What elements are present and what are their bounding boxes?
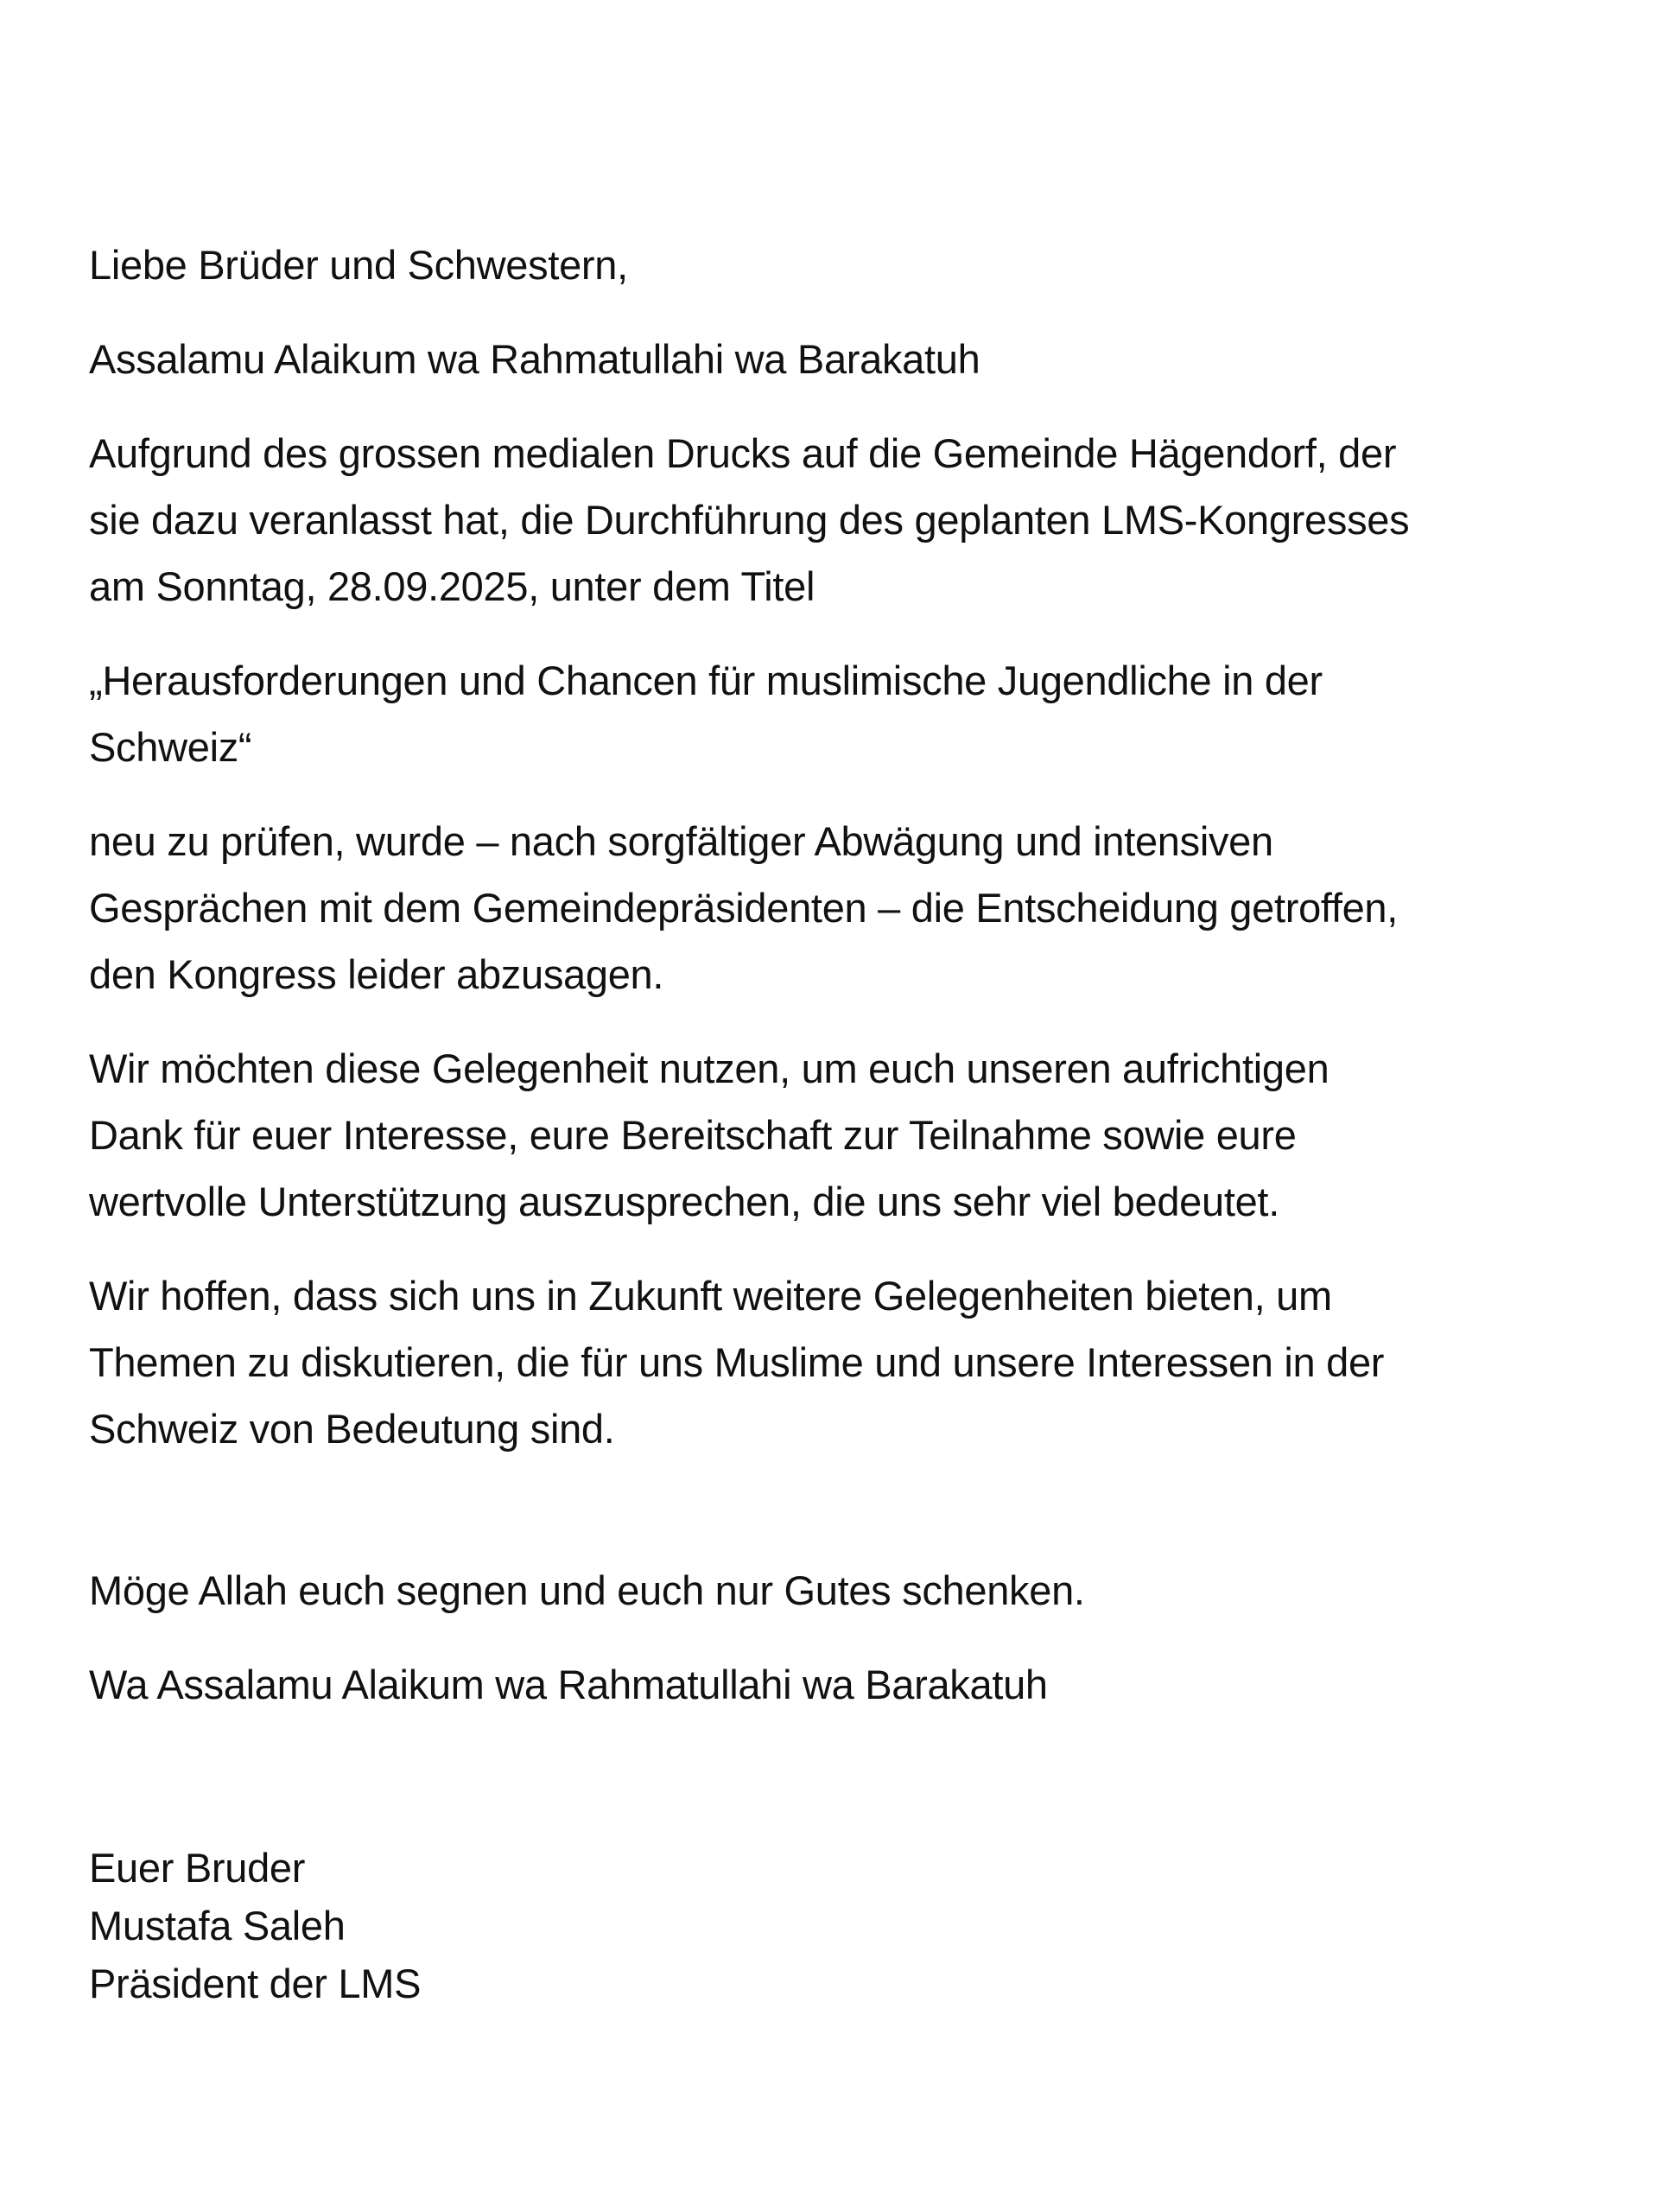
- closing-greeting: Wa Assalamu Alaikum wa Rahmatullahi wa Barakatuh: [89, 1662, 1048, 1707]
- paragraph-hope: Wir hoffen, dass sich uns in Zukunft weitere Gelegenheiten bieten, um Themen zu diskutieren, die für uns Muslime und unsere Interessen in der Schweiz von Bedeutung sind.: [89, 1273, 1385, 1452]
- event-title: „Herausforderungen und Chancen für muslimische Jugendliche in der Schweiz“: [89, 658, 1323, 770]
- blessing: Möge Allah euch segnen und euch nur Gutes schenken.: [89, 1567, 1085, 1613]
- signature-name: Mustafa Saleh: [89, 1903, 346, 1948]
- paragraph-cancellation-reason: Aufgrund des grossen medialen Drucks auf die Gemeinde Hägendorf, der sie dazu veranlasst hat, die Durchführung des geplanten LMS-Kongresses am Sonntag, 28.09.2025, unter dem Titel: [89, 430, 1410, 609]
- letter-body: [89, 232, 1609, 2012]
- paragraph-thanks: Wir möchten diese Gelegenheit nutzen, um euch unseren aufrichtigen Dank für euer Interesse, eure Bereitschaft zur Teilnahme sowie eure wertvolle Unterstützung auszusprechen, die uns sehr viel bedeutet.: [89, 1046, 1329, 1224]
- paragraph-decision: neu zu prüfen, wurde – nach sorgfältiger Abwägung und intensiven Gesprächen mit dem Gemeindepräsidenten – die Entscheidung getroffen, den Kongress leider abzusagen.: [89, 818, 1399, 997]
- signature-line-relation: Euer Bruder: [89, 1845, 306, 1891]
- signature-title: Präsident der LMS: [89, 1961, 422, 2006]
- salutation: Liebe Brüder und Schwestern,: [89, 242, 628, 288]
- opening-greeting: Assalamu Alaikum wa Rahmatullahi wa Barakatuh: [89, 336, 980, 382]
- signature-block: [89, 1839, 1609, 2012]
